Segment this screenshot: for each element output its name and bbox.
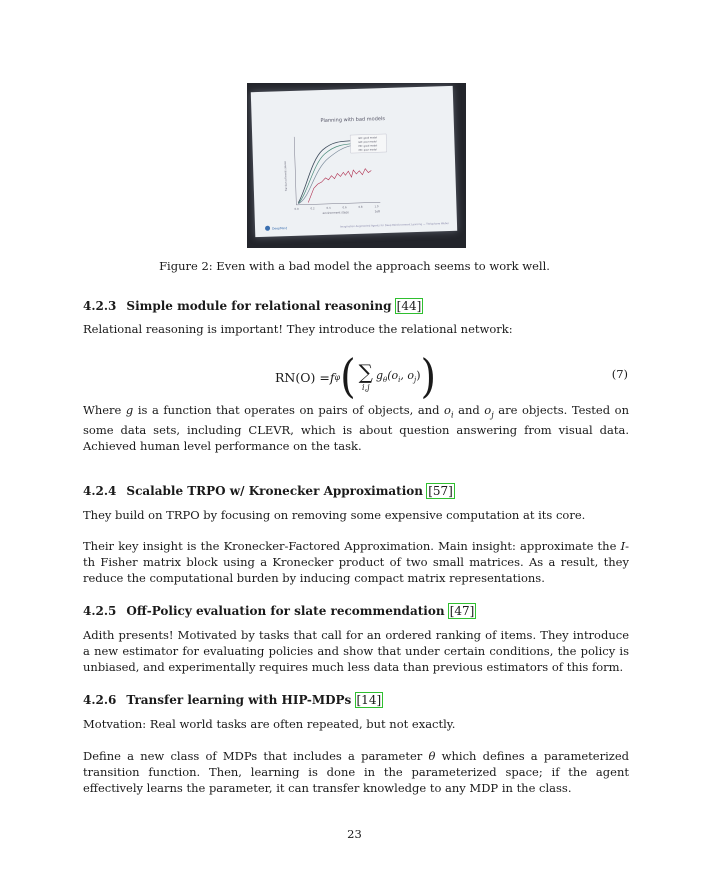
slide-logo-text: DeepMind xyxy=(272,226,288,231)
slide-chart xyxy=(282,127,425,223)
text-run: Their key insight is the Kronecker-Factored Approximation. Main insight: approximate the xyxy=(83,539,621,553)
math-i: i xyxy=(450,410,454,420)
section-heading-4-2-6 xyxy=(83,693,382,707)
citation-link[interactable]: [14] xyxy=(356,693,382,707)
legend-entry: MC: poor model xyxy=(358,148,377,152)
section-number: 4.2.4 xyxy=(83,484,117,498)
eq-f: f xyxy=(329,369,335,385)
paragraph xyxy=(83,403,629,455)
chart-ylabel: fraction of levels solved xyxy=(283,161,288,192)
eq-sum xyxy=(359,362,373,392)
citation-link[interactable]: [57] xyxy=(428,484,453,498)
section-title: Off-Policy evaluation for slate recommendation xyxy=(126,604,445,618)
text-run: -th Fisher matrix block using a Kronecker product of two small matrices. As a result, they reduce the computational burden by inducing compact matrix representations. xyxy=(83,539,629,585)
section-heading-4-2-3 xyxy=(83,299,422,313)
section-title: Scalable TRPO w/ Kronecker Approximation xyxy=(126,484,424,498)
chart-xlabel: environment steps xyxy=(322,210,349,216)
chart-xscale: 1e8 xyxy=(374,209,380,214)
chart-legend xyxy=(350,134,387,153)
eq-j: j xyxy=(414,376,417,385)
section-heading-4-2-5 xyxy=(83,604,475,618)
section-number: 4.2.3 xyxy=(83,299,117,313)
eq-close: ) xyxy=(416,369,421,383)
xtick: 0.0 xyxy=(294,207,299,211)
paragraph: Adith presents! Motivated by tasks that call for an ordered ranking of items. They introduce a new estimator for evaluating policies and show that under certain conditions, the policy is unbiased, and experimentally requires much less data than previous estimators of this form. xyxy=(83,628,629,674)
math-o: o xyxy=(484,403,492,417)
xtick: 0.2 xyxy=(310,207,315,211)
text-run: Define a new class of MDPs that includes a parameter xyxy=(83,749,429,763)
eq-sumsub: i,j xyxy=(362,383,370,392)
legend-entry: I2A: good model xyxy=(358,136,378,140)
paragraph xyxy=(83,749,629,796)
eq-gsub: θ xyxy=(383,376,388,385)
deepmind-logo-icon xyxy=(265,226,270,231)
text-run: is a function that operates on pairs of objects, and xyxy=(133,403,445,417)
page-number: 23 xyxy=(347,827,362,841)
eq-comma: , o xyxy=(400,369,415,383)
eq-i: i xyxy=(398,376,401,385)
section-number: 4.2.6 xyxy=(83,693,117,707)
eq-g: g xyxy=(375,369,383,383)
paragraph: Relational reasoning is important! They introduce the relational network: xyxy=(83,322,513,336)
eq-fsub: φ xyxy=(334,372,341,382)
xtick: 0.4 xyxy=(326,206,331,210)
legend-entry: I2A: poor model xyxy=(358,140,377,144)
paragraph: They build on TRPO by focusing on removing some expensive computation at its core. xyxy=(83,508,586,522)
text-run: which defines a parameterized transition function. Then, learning is done in the parameterized space; if the agent effectively learns the parameter, it can transfer knowledge to any MDP in the class. xyxy=(83,749,629,795)
math-o: o xyxy=(444,403,451,417)
legend-entry: MC: good model xyxy=(358,144,378,148)
text-run: and xyxy=(453,403,485,417)
math-g: g xyxy=(125,403,134,417)
eq-left-paren: ( xyxy=(340,350,356,404)
slide xyxy=(251,86,457,237)
slide-title: Planning with bad models xyxy=(320,116,386,125)
xtick: 1.0 xyxy=(374,205,379,209)
figure-photo xyxy=(247,83,466,248)
text-run: Where xyxy=(83,403,126,417)
eq-args: (o xyxy=(387,369,399,383)
math-j: j xyxy=(491,410,494,420)
xtick: 0.6 xyxy=(342,206,347,210)
text-run: are objects. Tested on some data sets, including CLEVR, which is about question answering from visual data. Achieved human level performance on the task. xyxy=(83,403,629,453)
eq-lhs: RN(O) = xyxy=(275,369,330,385)
section-title: Transfer learning with HIP-MDPs xyxy=(126,693,352,707)
paragraph: Motvation: Real world tasks are often repeated, but not exactly. xyxy=(83,717,456,731)
paragraph xyxy=(83,539,629,586)
math-I: I xyxy=(620,539,626,553)
section-heading-4-2-4 xyxy=(83,484,454,498)
equation-number: (7) xyxy=(611,367,628,381)
figure-caption: Figure 2: Even with a bad model the approach seems to work well. xyxy=(159,259,550,273)
citation-link[interactable]: [44] xyxy=(396,299,422,313)
citation-link[interactable]: [47] xyxy=(449,604,475,618)
xtick: 0.8 xyxy=(358,205,363,209)
eq-right-paren: ) xyxy=(420,350,437,404)
section-number: 4.2.5 xyxy=(83,604,117,618)
section-title: Simple module for relational reasoning xyxy=(126,299,392,313)
math-theta: θ xyxy=(428,749,436,763)
equation-7 xyxy=(275,352,436,402)
sigma-icon: ∑ xyxy=(358,360,373,384)
slide-footer: Imagination-Augmented Agents for Deep Reinforcement Learning — Théophane Weber xyxy=(339,222,450,229)
